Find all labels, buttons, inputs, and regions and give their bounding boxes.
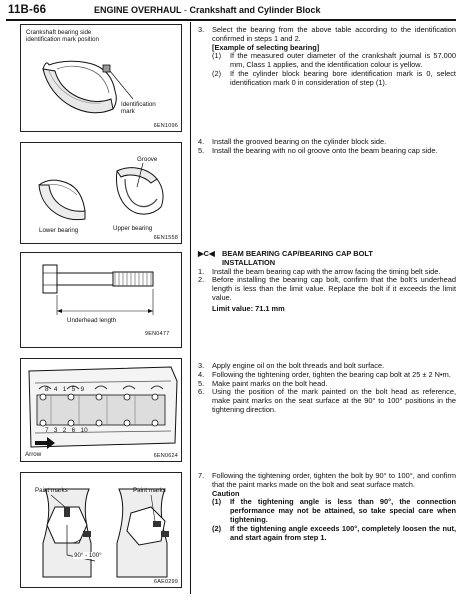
section-final-tightening: [198, 472, 456, 542]
figure-code: 9EN0477: [145, 331, 170, 337]
figure-code: 6AE0299: [153, 579, 178, 585]
step-item: 3. Apply engine oil on the bolt threads and bolt surface.: [198, 361, 385, 370]
figure-code: 6EN1558: [153, 235, 178, 241]
cylinder-block-illustration: [21, 359, 182, 462]
tightening-order-top: 8 4 1 5 9: [45, 386, 85, 393]
section-install-bearings: [198, 138, 456, 156]
figure-code: 6EN1096: [153, 123, 178, 129]
label-underhead-length: Underhead length: [67, 317, 117, 324]
example-title: [Example of selecting bearing]: [212, 42, 320, 52]
figure-code: 6EN0624: [153, 453, 178, 459]
section-select-bearing: [198, 26, 456, 88]
section-title: ▶C◀ BEAM BEARING CAP/BEARING CAP BOLT: [198, 249, 373, 258]
step-item: 4. Install the grooved bearing on the cylinder block side.: [198, 137, 387, 146]
label-lower-bearing: Lower bearing: [39, 227, 79, 234]
section-beam-bearing-cap: ▶C◀ BEAM BEARING CAP/BEARING CAP BOLT INSTALLATION 1. Install the beam bearing cap with the arrow facing the timing belt side. 2. Before installing the bearing cap bolt, confirm that the bolt's underhead length is less than the limit value. Replace the bolt if it exceeds the limit value. Limit value: 71.1 mm: [198, 249, 456, 313]
label-mark-position: Crankshaft bearing side identification mark position: [26, 29, 99, 43]
label-angle: 90° - 100°: [74, 552, 102, 559]
section-marker: ▶C◀: [198, 249, 215, 258]
label-paint-marks-right: Paint marks: [133, 487, 166, 494]
label-paint-marks-left: Paint marks: [35, 487, 68, 494]
step-item: 1. Install the beam bearing cap with the arrow facing the timing belt side.: [198, 266, 441, 276]
figure-bolt-underhead-length: [20, 252, 182, 348]
example-item: (1) If the measured outer diameter of the crankshaft journal is 57.000 mm, Class 1 applies, and the identification colour is yellow.: [212, 51, 456, 70]
limit-value: Limit value: 71.1 mm: [212, 303, 285, 313]
column-divider: [190, 22, 191, 594]
step-item: 7. Following the tightening order, tighten the bolt by 90° to 100°, and confirm that the paint marks made on the bolt and seat surface match.: [198, 471, 456, 489]
figure-bearing-identification: [20, 24, 182, 132]
caution-item: (1) If the tightening angle is less than 90°, the connection performance may not be attained, so take special care when tightening.: [212, 497, 456, 524]
label-groove: Groove: [137, 156, 158, 163]
header-rule: [6, 19, 456, 21]
step-item: 3. Select the bearing from the above table according to the identification confirmed in steps 1 and 2.: [198, 25, 456, 43]
figure-tightening-order: [20, 358, 182, 462]
caution-title: Caution: [212, 488, 240, 498]
figure-paint-marks: [20, 472, 182, 588]
step-item: 5. Make paint marks on the bolt head.: [198, 378, 328, 388]
step-item: 4. Following the tightening order, tighten the bearing cap bolt at 25 ± 2 N•m.: [198, 369, 451, 379]
page-header: [6, 4, 456, 20]
page-number: 11B-66: [8, 4, 47, 16]
caution-item: (2) If the tightening angle exceeds 100°, completely loosen the nut, and start again from step 1.: [212, 523, 456, 542]
section-tightening: [198, 362, 456, 415]
step-item: 5. Install the bearing with no oil groove onto the beam bearing cap side.: [198, 145, 438, 155]
header-title: ENGINE OVERHAUL - Crankshaft and Cylinder Block: [94, 5, 321, 15]
figure-upper-lower-bearing: [20, 142, 182, 244]
example-item: (2) If the cylinder block bearing bore identification mark is 0, select identification mark 0 in consideration of step (1).: [212, 68, 456, 87]
label-arrow: Arrow: [25, 451, 42, 458]
tightening-order-bottom: 7 3 2 6 10: [45, 427, 88, 434]
label-identification-mark: Identification mark: [121, 101, 156, 115]
step-item: 2. Before installing the bearing cap bolt, confirm that the bolt's underhead length is less than the limit value. Replace the bolt if it exceeds the limit value.: [198, 275, 456, 302]
step-item: 6. Using the position of the mark painted on the bolt head as reference, make paint marks on the seat surface at the 90° to 100° positions in the tightening direction.: [198, 387, 456, 414]
label-upper-bearing: Upper bearing: [113, 225, 153, 232]
